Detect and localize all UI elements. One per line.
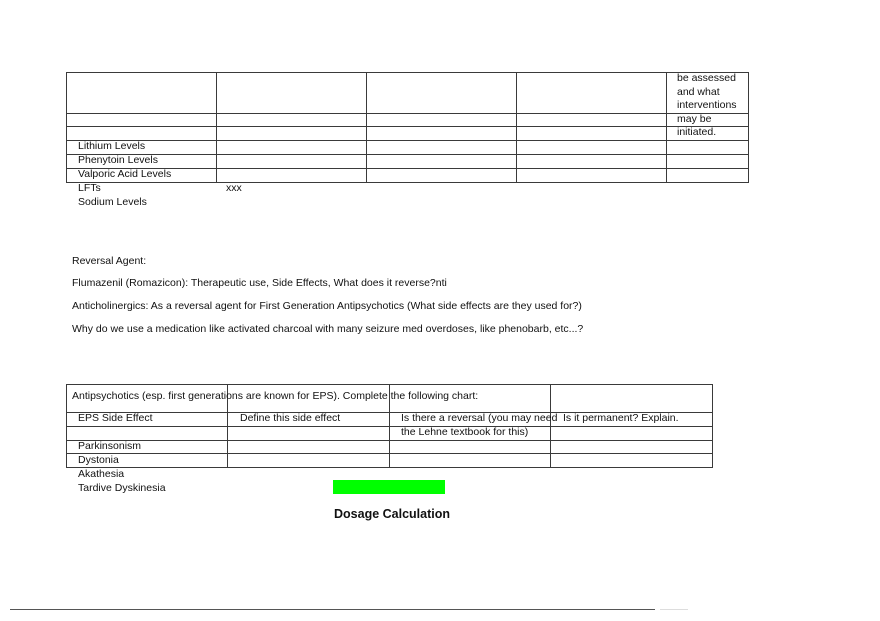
charcoal-question: Why do we use a medication like activated charcoal with many seizure med overdoses, like phenobarb, etc...? xyxy=(72,323,584,335)
table-2-title: Antipsychotics (esp. first generations are known for EPS). Complete the following chart: xyxy=(72,390,479,402)
table-2-header: Define this side effect xyxy=(240,412,341,424)
table-2-line xyxy=(712,384,713,468)
table-2-header: Is there a reversal (you may need xyxy=(401,412,558,424)
bottom-rule xyxy=(10,609,655,610)
lft-value: xxx xyxy=(226,182,242,194)
bottom-rule-faint xyxy=(660,609,688,610)
table-1-row-label: LFTs xyxy=(78,182,101,194)
table-1-line xyxy=(66,126,749,127)
table-2-line xyxy=(550,384,551,468)
table-1-row-label: Sodium Levels xyxy=(78,196,147,208)
table-2-header: EPS Side Effect xyxy=(78,412,153,424)
flumazenil-question: Flumazenil (Romazicon): Therapeutic use, Side Effects, What does it reverse?nti xyxy=(72,277,447,289)
table-2-header: Is it permanent? Explain. xyxy=(563,412,679,424)
table-1-line xyxy=(66,72,749,73)
table-1-line xyxy=(366,72,367,183)
table-2-row-label: Parkinsonism xyxy=(78,440,142,452)
table-1-note-line: and what xyxy=(677,85,720,98)
table-2-row-label: Tardive Dyskinesia xyxy=(78,482,166,494)
table-1-line xyxy=(216,72,217,183)
green-highlight xyxy=(333,480,445,494)
table-1-row-label: Phenytoin Levels xyxy=(78,154,158,166)
table-1-note-line: be assessed xyxy=(677,72,736,84)
dosage-calculation-heading: Dosage Calculation xyxy=(334,507,450,521)
table-1-line xyxy=(666,72,667,183)
table-1-row-label: Valporic Acid Levels xyxy=(78,168,172,180)
table-1-line xyxy=(66,72,67,183)
table-1-line xyxy=(66,140,749,141)
table-1-line xyxy=(66,182,749,183)
table-2-row-label: Akathesia xyxy=(78,468,125,480)
table-1-note-line: interventions xyxy=(677,99,737,111)
table-2-line xyxy=(66,384,67,468)
table-2-header: the Lehne textbook for this) xyxy=(401,426,529,438)
table-1-line xyxy=(516,72,517,183)
anticholinergics-question: Anticholinergics: As a reversal agent for First Generation Antipsychotics (What side effects are they used for?) xyxy=(72,300,582,312)
table-1-row-label: Lithium Levels xyxy=(78,140,146,152)
reversal-agent-heading: Reversal Agent: xyxy=(72,255,147,267)
table-1-line xyxy=(66,154,749,155)
table-1-line xyxy=(748,72,749,183)
table-1-line xyxy=(66,113,749,114)
table-1-note-line: may be xyxy=(677,112,712,125)
table-1-note-line: initiated. xyxy=(677,126,717,138)
table-2-row-label: Dystonia xyxy=(78,454,119,466)
